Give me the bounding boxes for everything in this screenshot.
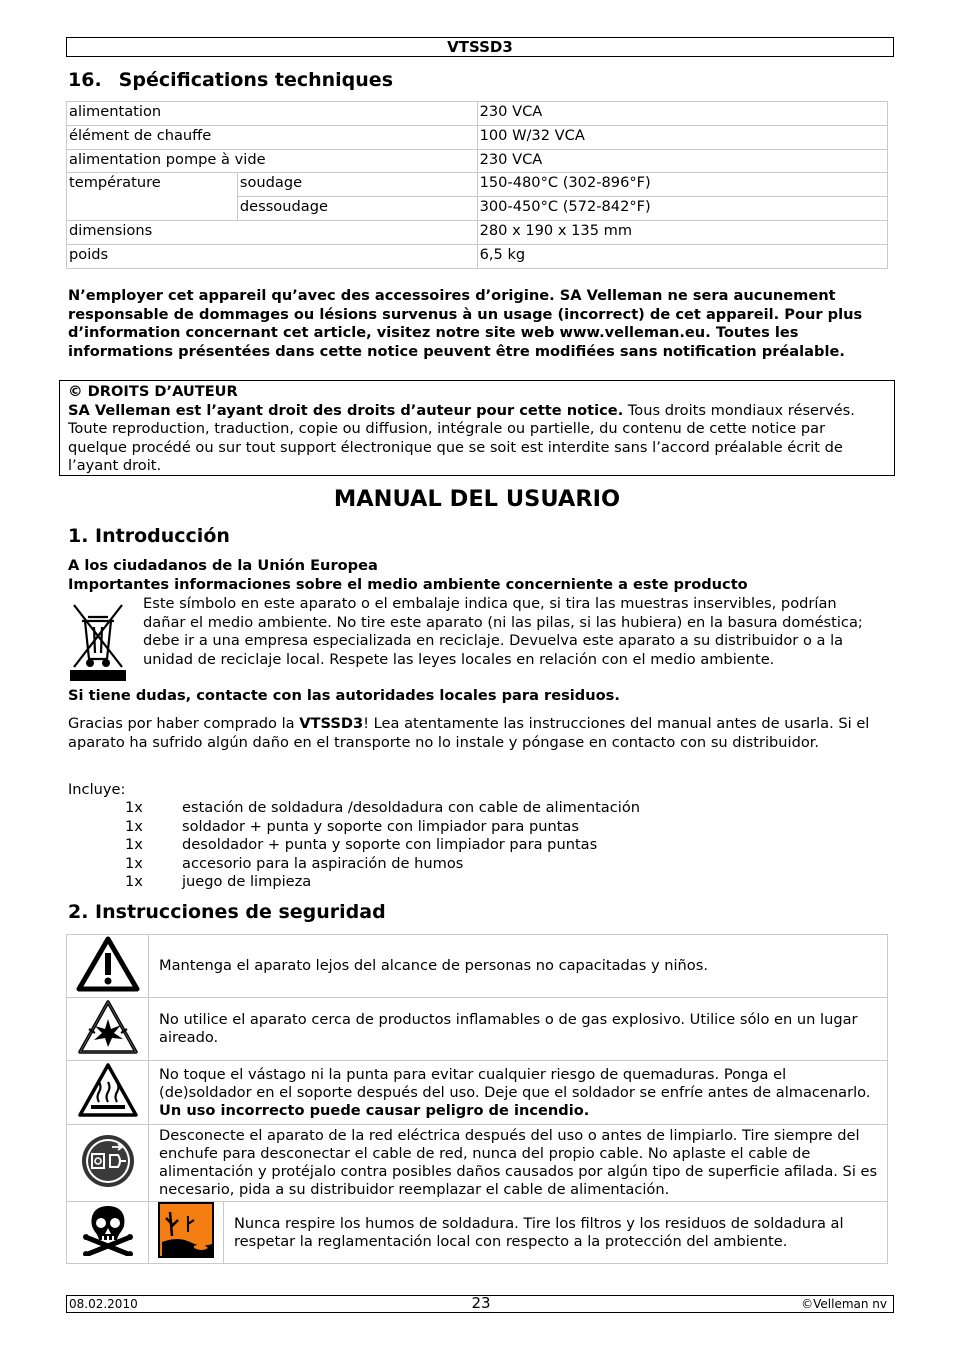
safety-text-2: No utilice el aparato cerca de productos inflamables o de gas explosivo. Utilice sólo en un lugar aireado. bbox=[159, 1011, 858, 1046]
spec-value: 300-450°C (572-842°F) bbox=[477, 197, 887, 221]
thanks-pre: Gracias por haber comprado la bbox=[68, 715, 300, 732]
thanks-model: VTSSD3 bbox=[299, 715, 364, 732]
safety-text bbox=[149, 998, 888, 1061]
list-item bbox=[125, 836, 597, 855]
include-item: estación de soldadura /desoldadura con cable de alimentación bbox=[182, 799, 641, 816]
safety-text-1: Mantenga el aparato lejos del alcance de personas no capacitadas y niños. bbox=[159, 957, 708, 974]
table-row bbox=[67, 149, 888, 173]
safety-text-3-bold: Un uso incorrecto puede causar peligro de incendio. bbox=[159, 1101, 590, 1119]
include-item: accesorio para la aspiración de humos bbox=[182, 855, 464, 872]
spec-value: 100 W/32 VCA bbox=[477, 125, 887, 149]
thanks-paragraph bbox=[68, 715, 880, 752]
spec-label: alimentation bbox=[67, 102, 478, 126]
header-model: VTSSD3 bbox=[66, 37, 894, 57]
table-row bbox=[67, 102, 888, 126]
unplug-icon bbox=[80, 1176, 136, 1193]
include-item: soldador + punta y soporte con limpiador para puntas bbox=[182, 818, 579, 835]
include-qty: 1x bbox=[125, 855, 143, 872]
safety-table bbox=[66, 934, 888, 1264]
footer-date: 08.02.2010 bbox=[69, 1297, 138, 1311]
list-item bbox=[125, 855, 463, 874]
copyright-heading: © DROITS D’AUTEUR bbox=[68, 383, 238, 400]
table-row bbox=[67, 244, 888, 268]
spec-table bbox=[66, 101, 888, 269]
list-item bbox=[125, 799, 640, 818]
table-row bbox=[67, 1202, 888, 1264]
spec-heading-number: 16. bbox=[68, 69, 102, 91]
spec-label: alimentation pompe à vide bbox=[67, 149, 478, 173]
safety-icon-cell bbox=[149, 1202, 224, 1264]
spec-value: 150-480°C (302-896°F) bbox=[477, 173, 887, 197]
table-row bbox=[67, 173, 888, 197]
copyright-bold: SA Velleman est l’ayant droit des droits d’auteur pour cette notice. bbox=[68, 401, 624, 419]
spec-sublabel: soudage bbox=[237, 173, 477, 197]
table-row bbox=[67, 998, 888, 1061]
safety-icon-cell bbox=[67, 1202, 149, 1264]
list-item bbox=[125, 818, 579, 837]
include-qty: 1x bbox=[125, 873, 143, 890]
list-item bbox=[125, 873, 311, 892]
include-item: desoldador + punta y soporte con limpiador para puntas bbox=[182, 836, 598, 853]
spec-heading bbox=[68, 69, 393, 91]
safety-icon-cell bbox=[67, 935, 149, 998]
safety-text-3: No toque el vástago ni la punta para evitar cualquier riesgo de quemaduras. Ponga el (de)soldador en el soporte después del uso. Deje que el soldador se enfríe antes de almacenarlo. bbox=[159, 1065, 871, 1101]
spec-value: 230 VCA bbox=[477, 102, 887, 126]
safety-text-5: Nunca respire los humos de soldadura. Tire los filtros y los residuos de soldadura al respetar la reglamentación local con respecto a la protección del ambiente. bbox=[234, 1214, 844, 1250]
safety-icon-cell bbox=[67, 1061, 149, 1125]
hot-surface-icon bbox=[77, 1105, 139, 1122]
skull-crossbones-icon bbox=[82, 1243, 134, 1260]
include-item: juego de limpieza bbox=[182, 873, 312, 890]
safety-text bbox=[149, 1061, 888, 1125]
safety-text bbox=[149, 1125, 888, 1202]
spec-sublabel: dessoudage bbox=[237, 197, 477, 221]
environmental-hazard-icon bbox=[158, 1245, 214, 1262]
spec-label: dimensions bbox=[67, 220, 478, 244]
spec-label: élément de chauffe bbox=[67, 125, 478, 149]
spec-value: 280 x 190 x 135 mm bbox=[477, 220, 887, 244]
weee-text: Este símbolo en este aparato o el embalaje indica que, si tira las muestras inservibles, podrían dañar el medio ambiente. No tire este aparato (ni las pilas, si las hubiera) en la basura doméstica; debe ir a una empresa especializada en reciclaje. Devuelva este aparato a su distribuidor o a la unidad de reciclaje local. Respete las leyes locales en relación con el medio ambiente. bbox=[143, 595, 863, 668]
intro-subheading-2: Importantes informaciones sobre el medio ambiente concerniente a este producto bbox=[68, 576, 748, 593]
includes-label: Incluye: bbox=[68, 781, 126, 798]
include-qty: 1x bbox=[125, 836, 143, 853]
thanks-post: ! Lea atentamente las instrucciones del manual antes de usarla. Si el aparato ha sufrido algún daño en el transporte no lo instale y póngase en contacto con su distribuidor. bbox=[68, 715, 870, 751]
weee-bin-icon bbox=[68, 597, 128, 683]
page-number: 23 bbox=[471, 1294, 491, 1312]
table-row bbox=[67, 220, 888, 244]
table-row bbox=[67, 1125, 888, 1202]
notice-paragraph: N’employer cet appareil qu’avec des accessoires d’origine. SA Velleman ne sera aucunement responsable de dommages ou lésions survenus à un usage (incorrect) de cet appareil. Pour plus d’information concernant cet article, visitez notre site web www.velleman.eu. Toutes les informations présentées dans cette notice peuvent être modifiées sans notification préalable. bbox=[68, 287, 863, 361]
doubt-note: Si tiene dudas, contacte con las autoridades locales para residuos. bbox=[68, 687, 620, 704]
explosive-icon bbox=[77, 1042, 139, 1059]
table-row bbox=[67, 1061, 888, 1125]
include-qty: 1x bbox=[125, 799, 143, 816]
spec-label: poids bbox=[67, 244, 478, 268]
spec-heading-title: Spécifications techniques bbox=[118, 69, 394, 91]
manual-title: MANUAL DEL USUARIO bbox=[333, 486, 621, 512]
spec-label: température bbox=[67, 173, 238, 221]
safety-text bbox=[224, 1202, 888, 1264]
footer-copyright: ©Velleman nv bbox=[801, 1297, 887, 1311]
page-footer bbox=[66, 1295, 894, 1313]
safety-heading: 2. Instrucciones de seguridad bbox=[68, 901, 386, 923]
safety-text-4: Desconecte el aparato de la red eléctrica después del uso o antes de limpiarlo. Tire siempre del enchufe para desconectar el cable de red, nunca del propio cable. No aplaste el cable de alimentación y protéjalo contra posibles daños causados por algún tipo de superficie afilada. Si es necesario, pida a su distribuidor reemplazar el cable de alimentación. bbox=[159, 1127, 878, 1198]
include-qty: 1x bbox=[125, 818, 143, 835]
spec-value: 6,5 kg bbox=[477, 244, 887, 268]
safety-text bbox=[149, 935, 888, 998]
copyright-text: Tous droits mondiaux réservés. Toute reproduction, traduction, copie ou diffusion, intégrale ou partielle, du contenu de cette notice par quelque procédé ou sur tout support électronique que se soit est interdite sans l’accord préalable écrit de l’ayant droit. bbox=[68, 401, 855, 475]
spec-value: 230 VCA bbox=[477, 149, 887, 173]
intro-heading: 1. Introducción bbox=[68, 525, 230, 547]
safety-icon-cell bbox=[67, 1125, 149, 1202]
intro-subheading-1: A los ciudadanos de la Unión Europea bbox=[68, 557, 378, 574]
safety-icon-cell bbox=[67, 998, 149, 1061]
warning-triangle-icon bbox=[76, 979, 140, 996]
table-row bbox=[67, 125, 888, 149]
copyright-box bbox=[59, 380, 895, 476]
table-row bbox=[67, 935, 888, 998]
